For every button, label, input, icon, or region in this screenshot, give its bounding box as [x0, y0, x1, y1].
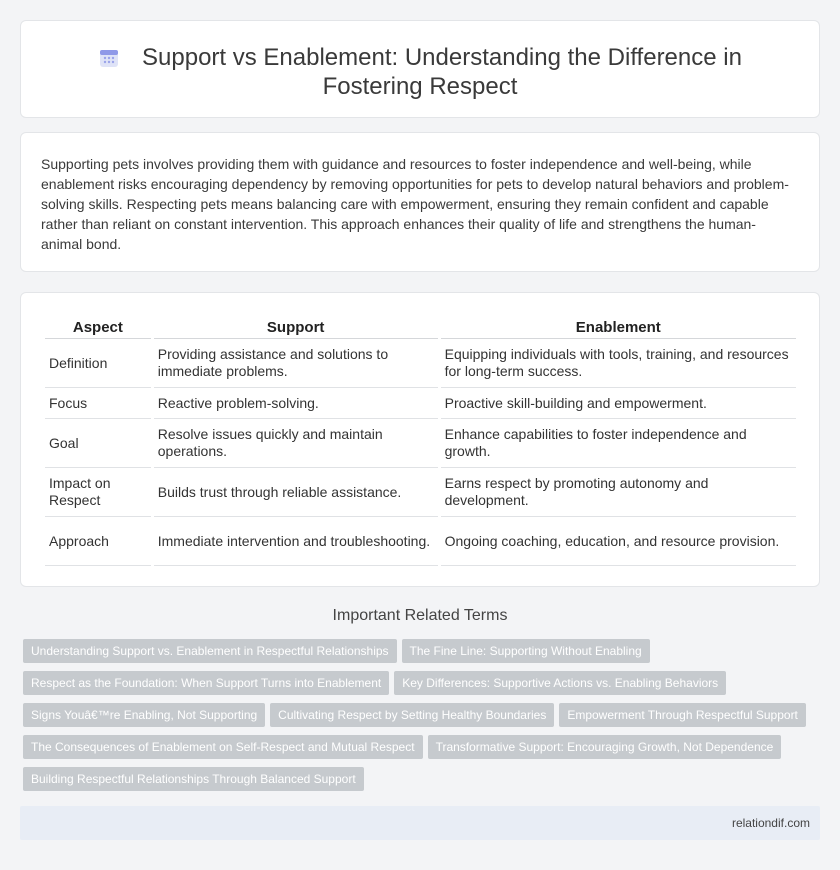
related-term-tag[interactable]: Building Respectful Relationships Through Balanced Support: [23, 767, 364, 791]
table-cell: Ongoing coaching, education, and resource provision.: [441, 517, 796, 566]
table-row: [45, 339, 796, 388]
intro-card: [20, 132, 820, 272]
related-term-tag[interactable]: Signs Youâ€™re Enabling, Not Supporting: [23, 703, 265, 727]
table-cell: Proactive skill-building and empowerment.: [441, 388, 796, 419]
footer-site-link[interactable]: relationdif.com: [731, 816, 810, 830]
table-cell: Enhance capabilities to foster independence and growth.: [441, 419, 796, 468]
table-cell: Equipping individuals with tools, training, and resources for long-term success.: [441, 339, 796, 388]
related-terms-title: Important Related Terms: [332, 607, 508, 624]
table-cell: Builds trust through reliable assistance.: [154, 468, 438, 517]
table-cell: Reactive problem-solving.: [154, 388, 438, 419]
related-term-tag[interactable]: Transformative Support: Encouraging Growth, Not Dependence: [428, 735, 782, 759]
table-cell: Definition: [45, 339, 151, 388]
table-cell: Providing assistance and solutions to immediate problems.: [154, 339, 438, 388]
related-term-tag[interactable]: The Consequences of Enablement on Self-Respect and Mutual Respect: [23, 735, 423, 759]
comparison-table-card: [20, 292, 820, 587]
related-term-tag[interactable]: The Fine Line: Supporting Without Enabling: [402, 639, 650, 663]
table-row: [45, 517, 796, 566]
table-cell: Goal: [45, 419, 151, 468]
table-header-row: [45, 313, 796, 339]
table-cell: Immediate intervention and troubleshooting.: [154, 517, 438, 566]
calendar-icon: [98, 47, 120, 69]
comparison-table: [42, 313, 799, 566]
table-cell: Resolve issues quickly and maintain operations.: [154, 419, 438, 468]
column-header: Support: [154, 313, 438, 339]
intro-text: Supporting pets involves providing them with guidance and resources to foster independence and well-being, while enablement risks encouraging dependency by removing opportunities for pets to develop natural behaviors and problem-solving skills. Respecting pets means balancing care with empowerment, ensuring they remain confident and capable rather than reliant on constant intervention. This approach enhances their quality of life and strengthens the human-animal bond.: [41, 156, 789, 252]
related-term-tag[interactable]: Cultivating Respect by Setting Healthy Boundaries: [270, 703, 554, 727]
footer: [20, 806, 820, 840]
table-cell: Earns respect by promoting autonomy and development.: [441, 468, 796, 517]
related-term-tag[interactable]: Understanding Support vs. Enablement in Respectful Relationships: [23, 639, 397, 663]
related-term-tag[interactable]: Respect as the Foundation: When Support Turns into Enablement: [23, 671, 389, 695]
table-cell: Approach: [45, 517, 151, 566]
column-header: Enablement: [441, 313, 796, 339]
page-title-text: Support vs Enablement: Understanding the Difference in Fostering Respect: [142, 44, 742, 100]
table-row: [45, 419, 796, 468]
table-row: [45, 388, 796, 419]
related-term-tag[interactable]: Key Differences: Supportive Actions vs. Enabling Behaviors: [394, 671, 726, 695]
related-term-tag[interactable]: Empowerment Through Respectful Support: [559, 703, 806, 727]
table-row: [45, 468, 796, 517]
table-cell: Focus: [45, 388, 151, 419]
related-terms-list: [23, 639, 823, 799]
table-cell: Impact on Respect: [45, 468, 151, 517]
header-card: [20, 20, 820, 118]
column-header: Aspect: [45, 313, 151, 339]
page-title: [51, 43, 789, 101]
